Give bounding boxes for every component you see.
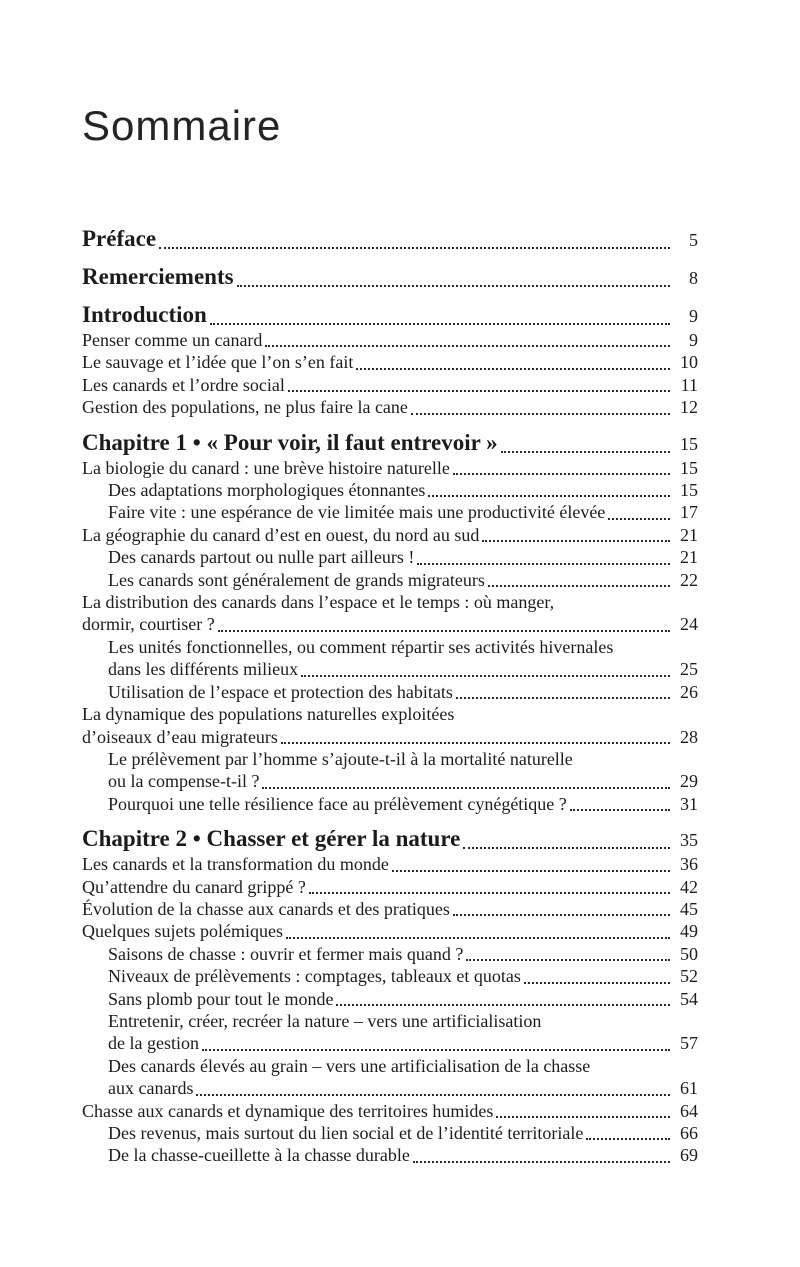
leader-dots: [586, 1138, 670, 1140]
page-number: 10: [680, 352, 698, 373]
leader-dots: [281, 742, 670, 744]
leader-dots: [456, 697, 670, 699]
toc-entry-row: [108, 1122, 698, 1144]
toc-entry: [82, 351, 698, 373]
toc-entry-line: La distribution des canards dans l’espace et le temps : où manger,: [82, 592, 555, 613]
toc-entry-label: dormir, courtiser ?: [82, 614, 215, 635]
leader-dots: [356, 368, 670, 370]
toc-entry: [82, 703, 698, 748]
toc-entry-row: [108, 479, 698, 501]
leader-dots: [196, 1094, 670, 1096]
toc-entry: [82, 457, 698, 479]
page-number: 21: [680, 547, 698, 568]
page-number: 36: [680, 854, 698, 875]
toc-entry-label: Évolution de la chasse aux canards et des pratiques: [82, 898, 450, 919]
page-number: 25: [680, 659, 698, 680]
toc-entry-label: Les canards et l’ordre social: [82, 374, 285, 395]
toc-entry: [82, 396, 698, 418]
page-number: 26: [680, 681, 698, 702]
leader-dots: [463, 847, 670, 849]
toc-entry-line: Les unités fonctionnelles, ou comment répartir ses activités hivernales: [108, 636, 614, 657]
toc-entry-row: [82, 726, 698, 748]
page-number: 45: [680, 898, 698, 919]
toc-entry-label: ou la compense-t-il ?: [108, 771, 260, 792]
leader-dots: [411, 413, 670, 415]
toc-entry-label: Préface: [82, 226, 157, 251]
page-number: 24: [680, 614, 698, 635]
toc-entry: [82, 374, 698, 396]
toc-entry-label: de la gestion: [108, 1033, 199, 1054]
toc-entry: [82, 264, 698, 291]
toc-entry-label: Des adaptations morphologiques étonnantes: [108, 480, 426, 501]
toc-entry-row: [108, 943, 698, 965]
toc-entry-row: [108, 1032, 698, 1054]
leader-dots: [392, 870, 670, 872]
page-number: 21: [680, 524, 698, 545]
toc-entry-label: Sans plomb pour tout le monde: [108, 988, 334, 1009]
leader-dots: [608, 518, 670, 520]
leader-dots: [237, 285, 670, 287]
toc-entry-row: [108, 965, 698, 987]
leader-dots: [262, 787, 670, 789]
leader-dots: [488, 585, 670, 587]
page-number: 15: [680, 457, 698, 478]
leader-dots: [202, 1049, 670, 1051]
toc-entry: [82, 793, 698, 815]
leader-dots: [496, 1116, 670, 1118]
leader-dots: [288, 390, 670, 392]
toc-entry: [82, 546, 698, 568]
toc-entry-row: [108, 546, 698, 568]
page-number: 12: [680, 397, 698, 418]
toc-entry-label: Remerciements: [82, 264, 234, 289]
toc-entry-label: Niveaux de prélèvements : comptages, tableaux et quotas: [108, 966, 521, 987]
leader-dots: [336, 1004, 670, 1006]
page-number: 8: [689, 268, 698, 288]
toc-entry-row: [82, 374, 698, 396]
toc-entry-row: [108, 658, 698, 680]
page-number: 35: [680, 830, 698, 851]
toc-entry-label: Faire vite : une espérance de vie limitée mais une productivité élevée: [108, 502, 606, 523]
toc-entry: [82, 920, 698, 942]
toc-entry-row: [82, 898, 698, 920]
toc-entry-row: [108, 793, 698, 815]
toc-entry: [82, 1144, 698, 1166]
toc-entry-label: La biologie du canard : une brève histoire naturelle: [82, 457, 450, 478]
toc-entry-row: [108, 681, 698, 703]
toc-entry-label: Chasse aux canards et dynamique des territoires humides: [82, 1100, 494, 1121]
toc-entry: [82, 943, 698, 965]
toc-entry-label: La géographie du canard d’est en ouest, du nord au sud: [82, 524, 480, 545]
toc-entry-row: [82, 1100, 698, 1122]
toc: [82, 226, 698, 1167]
toc-entry: [82, 988, 698, 1010]
page-number: 22: [680, 569, 698, 590]
toc-entry-label: Chapitre 1 • « Pour voir, il faut entrevoir »: [82, 429, 498, 455]
leader-dots: [265, 345, 670, 347]
toc-entry-row: [82, 430, 698, 457]
toc-entry: [82, 1122, 698, 1144]
leader-dots: [453, 914, 670, 916]
toc-entry-row: [82, 329, 698, 351]
toc-entry-label: Gestion des populations, ne plus faire la cane: [82, 397, 408, 418]
toc-entry: [82, 1010, 698, 1055]
leader-dots: [417, 563, 670, 565]
leader-dots: [428, 495, 670, 497]
toc-entry-label: aux canards: [108, 1078, 194, 1099]
leader-dots: [453, 473, 670, 475]
toc-entry: [82, 501, 698, 523]
page-number: 69: [680, 1145, 698, 1166]
page-number: 42: [680, 876, 698, 897]
leader-dots: [482, 540, 670, 542]
toc-entry-line: Entretenir, créer, recréer la nature – vers une artificialisation: [108, 1010, 542, 1031]
toc-entry: [82, 302, 698, 329]
toc-entry-label: dans les différents milieux: [108, 659, 299, 680]
toc-entry-label: Les canards sont généralement de grands migrateurs: [108, 569, 485, 590]
toc-entry: [82, 681, 698, 703]
toc-entry-label: Quelques sujets polémiques: [82, 921, 283, 942]
toc-entry: [82, 853, 698, 875]
toc-entry: [82, 430, 698, 457]
toc-entry-label: Penser comme un canard: [82, 330, 263, 350]
toc-entry-label: Les canards et la transformation du monde: [82, 854, 389, 875]
toc-entry-row: [82, 613, 698, 635]
leader-dots: [218, 630, 670, 632]
toc-entry: [82, 965, 698, 987]
toc-entry: [82, 898, 698, 920]
toc-entry-row: [82, 302, 698, 329]
toc-entry-row: [108, 501, 698, 523]
page-title: Sommaire: [82, 102, 282, 149]
toc-entry-label: Des canards partout ou nulle part ailleurs !: [108, 547, 415, 568]
toc-entry: [82, 591, 698, 636]
page-number: 15: [680, 480, 698, 501]
toc-entry-row: [82, 457, 698, 479]
leader-dots: [309, 892, 670, 894]
toc-entry: [82, 748, 698, 793]
toc-entry: [82, 479, 698, 501]
leader-dots: [570, 809, 670, 811]
toc-entry-row: [82, 264, 698, 291]
leader-dots: [466, 959, 670, 961]
toc-entry-row: [108, 770, 698, 792]
toc-entry-label: Des revenus, mais surtout du lien social et de l’identité territoriale: [108, 1123, 584, 1143]
toc-entry-row: [82, 396, 698, 418]
toc-entry-label: Chapitre 2 • Chasser et gérer la nature: [82, 826, 461, 852]
toc-entry-row: [108, 569, 698, 591]
toc-entry-label: Utilisation de l’espace et protection des habitats: [108, 681, 453, 702]
toc-entry-row: [82, 876, 698, 898]
toc-entry-label: Le sauvage et l’idée que l’on s’en fait: [82, 352, 354, 373]
toc-entry-row: [108, 1144, 698, 1166]
page-number: 50: [680, 943, 698, 964]
page-number: 66: [680, 1123, 698, 1143]
page-number: 5: [689, 230, 698, 250]
page-number: 9: [689, 306, 698, 326]
toc-entry-label: Introduction: [82, 302, 207, 327]
toc-entry-row: [82, 226, 698, 253]
page-number: 54: [680, 988, 698, 1009]
page-number: 61: [680, 1078, 698, 1099]
page-number: 29: [680, 771, 698, 792]
toc-entry: [82, 1100, 698, 1122]
page-number: 64: [680, 1100, 698, 1121]
toc-entry-label: Saisons de chasse : ouvrir et fermer mais quand ?: [108, 943, 464, 964]
page-number: 57: [680, 1033, 698, 1054]
leader-dots: [524, 982, 670, 984]
leader-dots: [413, 1161, 670, 1163]
toc-entry-row: [82, 920, 698, 942]
toc-entry-line: Le prélèvement par l’homme s’ajoute-t-il à la mortalité naturelle: [108, 748, 573, 769]
toc-entry: [82, 826, 698, 853]
page-number: 49: [680, 921, 698, 942]
leader-dots: [286, 937, 670, 939]
toc-entry: [82, 636, 698, 681]
toc-entry-line: Des canards élevés au grain – vers une artificialisation de la chasse: [108, 1055, 591, 1076]
toc-entry: [82, 569, 698, 591]
page-number: 28: [680, 726, 698, 747]
page-number: 31: [680, 793, 698, 814]
toc-entry-row: [82, 853, 698, 875]
toc-entry-label: Pourquoi une telle résilience face au prélèvement cynégétique ?: [108, 793, 567, 814]
toc-entry-label: d’oiseaux d’eau migrateurs: [82, 726, 278, 747]
toc-entry: [82, 1055, 698, 1100]
toc-entry-line: La dynamique des populations naturelles exploitées: [82, 704, 455, 725]
toc-entry: [82, 876, 698, 898]
leader-dots: [159, 247, 670, 249]
page-number: 17: [680, 502, 698, 523]
leader-dots: [210, 323, 670, 325]
toc-entry-row: [82, 826, 698, 853]
toc-entry-row: [108, 1077, 698, 1099]
toc-entry-row: [108, 988, 698, 1010]
leader-dots: [301, 675, 670, 677]
leader-dots: [501, 451, 670, 453]
toc-entry-row: [82, 524, 698, 546]
page-number: 15: [680, 433, 698, 454]
toc-entry: [82, 226, 698, 253]
toc-entry-label: Qu’attendre du canard grippé ?: [82, 876, 306, 897]
page-number: 52: [680, 966, 698, 987]
page-number: 9: [689, 330, 698, 350]
toc-entry-row: [82, 351, 698, 373]
page-number: 11: [680, 374, 698, 395]
toc-entry-label: De la chasse-cueillette à la chasse durable: [108, 1145, 410, 1166]
toc-entry: [82, 524, 698, 546]
toc-entry: [82, 329, 698, 351]
